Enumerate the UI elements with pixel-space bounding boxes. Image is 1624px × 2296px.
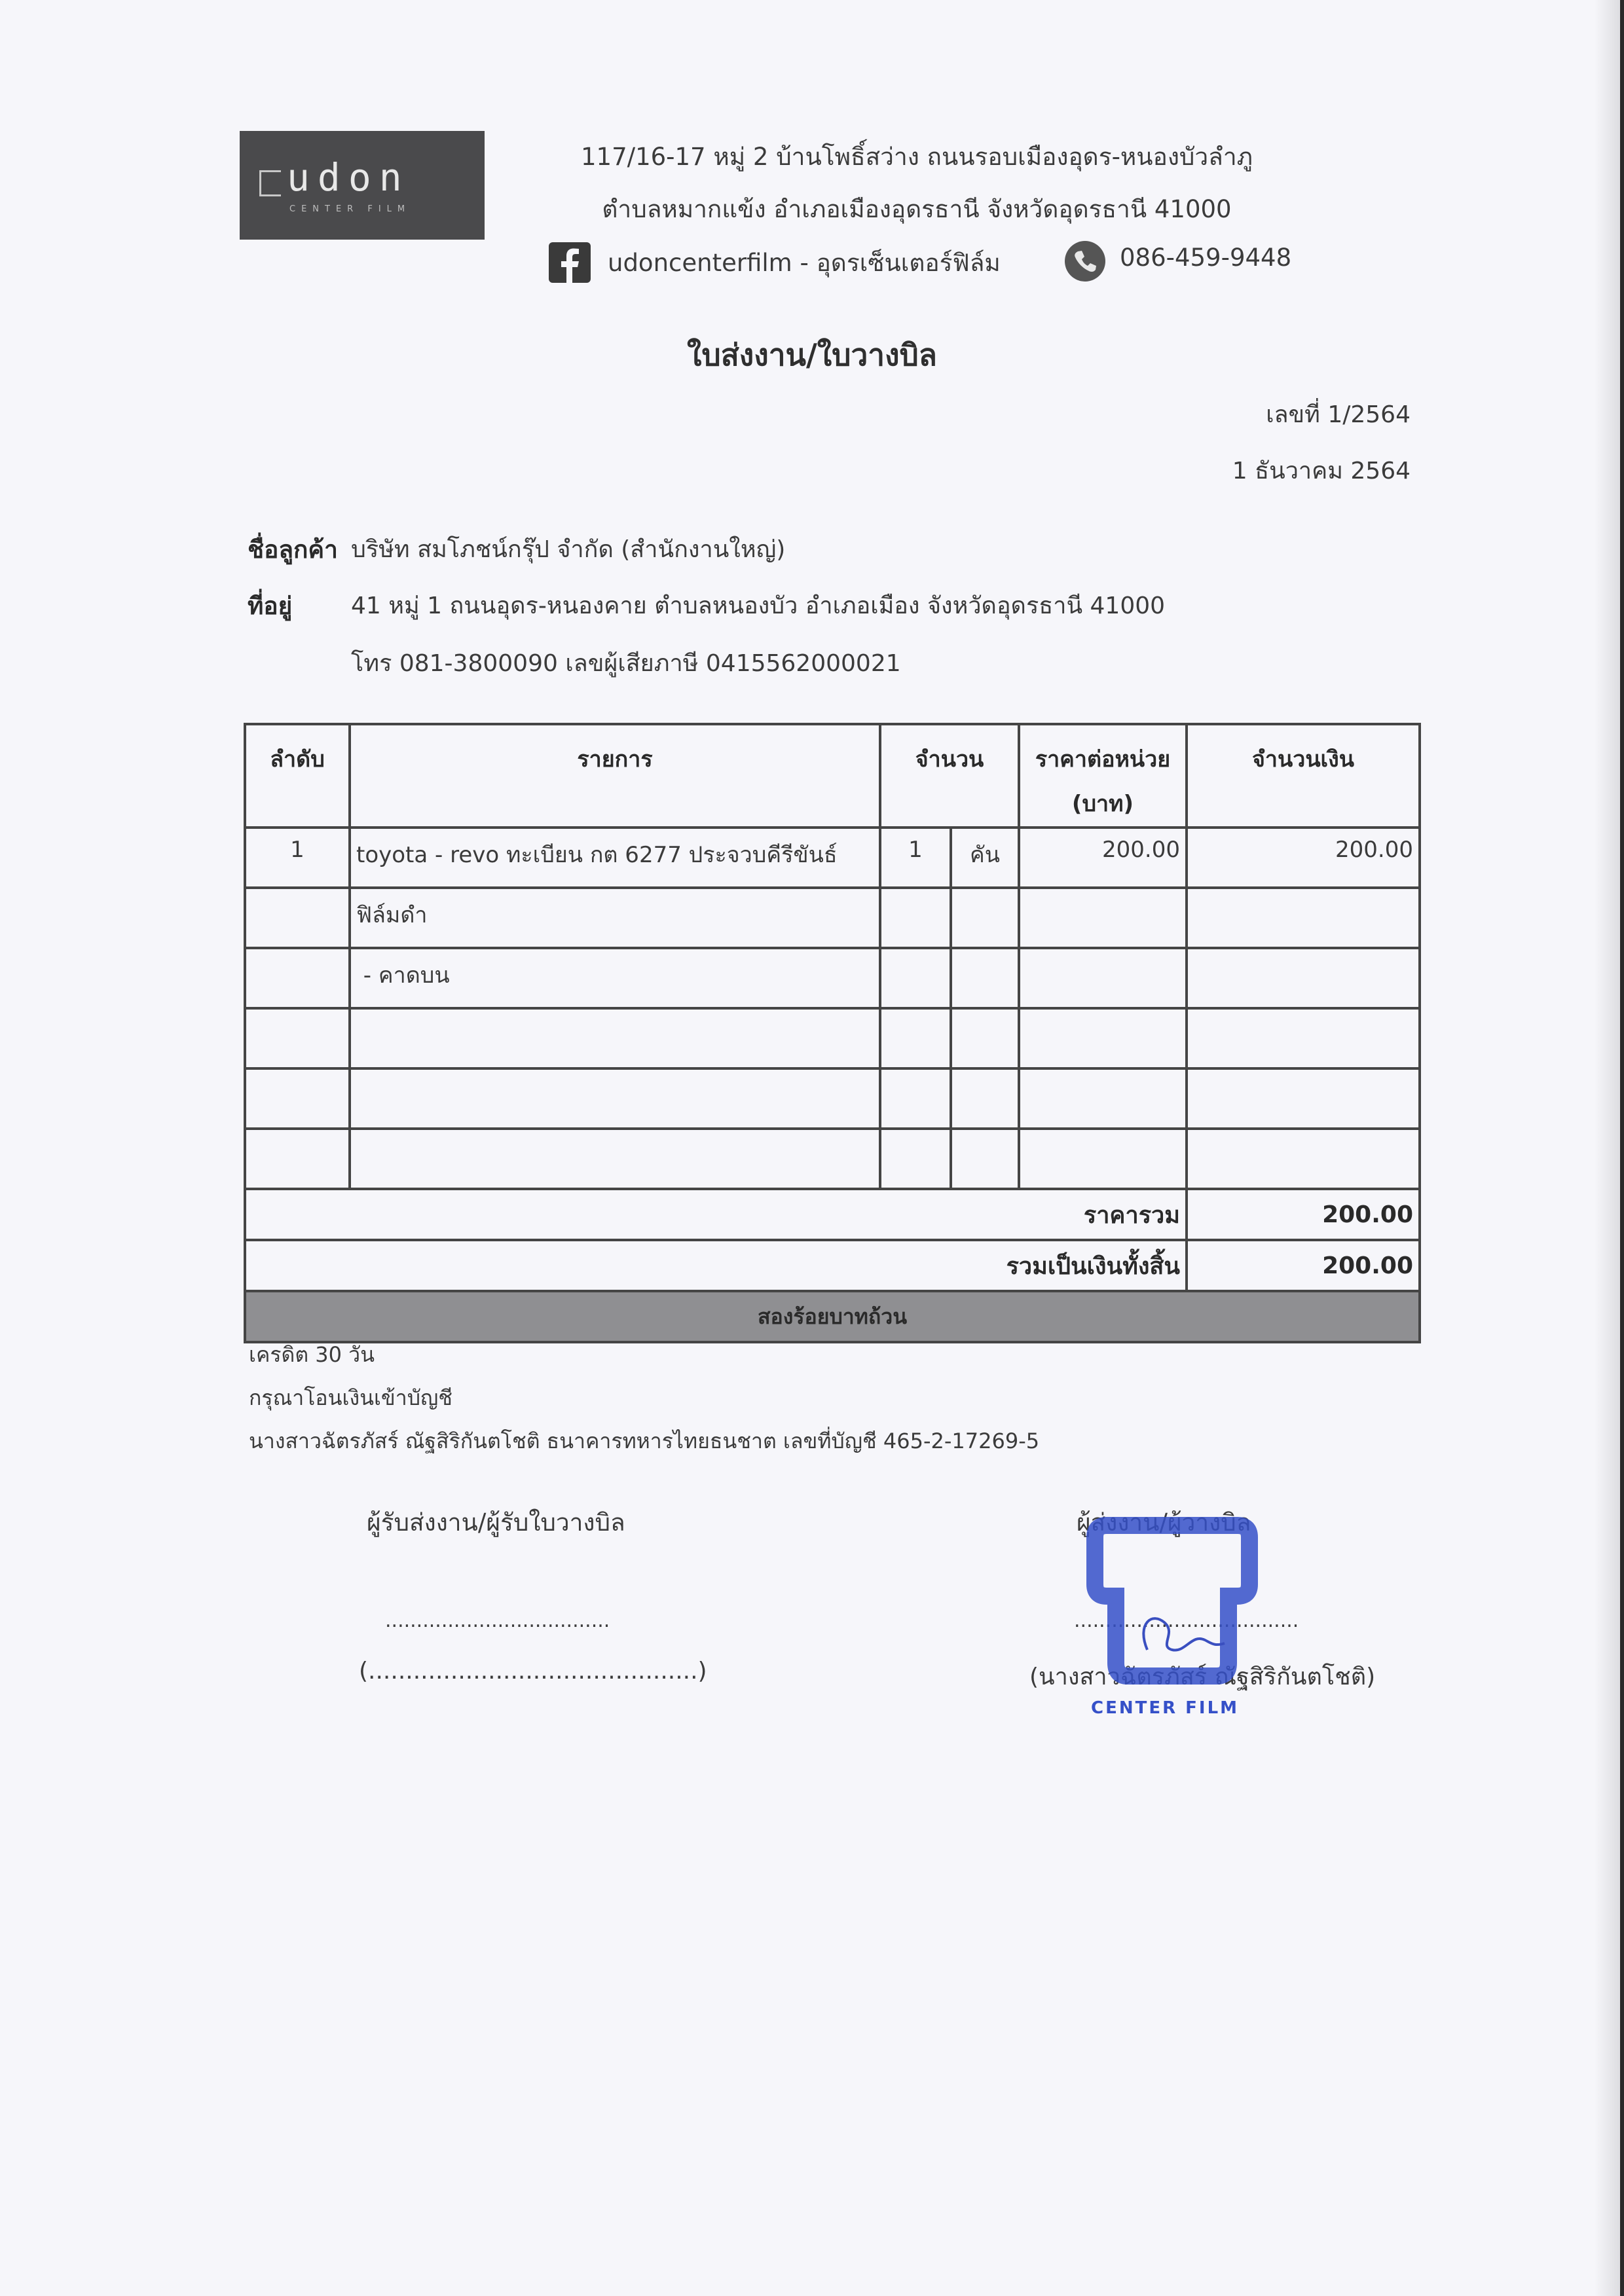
signature-scribble — [1143, 1618, 1225, 1650]
phone-number: 086-459-9448 — [1120, 244, 1292, 272]
row-item: ฟิล์มดำ — [350, 888, 880, 948]
table-row — [245, 888, 1420, 948]
company-address-line2: ตำบลหมากแข้ง อำเภอเมืองอุดรธานี จังหวัดอุดรธานี 41000 — [602, 195, 1232, 223]
row-price: 200.00 — [1019, 828, 1187, 888]
row-item: - คาดบน — [350, 948, 880, 1008]
table-row — [245, 1068, 1420, 1129]
stamp-frame — [1095, 1525, 1249, 1676]
transfer-instruction: กรุณาโอนเงินเข้าบัญชี — [249, 1385, 453, 1410]
logo-word: udon — [287, 155, 410, 200]
row-amount — [1187, 948, 1420, 1008]
row-qty — [880, 948, 951, 1008]
customer-name-label: ชื่อลูกค้า — [248, 536, 338, 564]
receiver-signature-line: .................................... — [385, 1609, 610, 1632]
row-no: 1 — [245, 828, 350, 888]
amount-words-row — [245, 1291, 1420, 1342]
page-shadow — [1594, 0, 1620, 2296]
header-qty: จำนวน — [880, 724, 1019, 828]
row-price — [1019, 948, 1187, 1008]
row-price — [1019, 1068, 1187, 1129]
row-no — [245, 1008, 350, 1068]
table-header-row — [245, 724, 1420, 828]
document-title: ใบส่งงาน/ใบวางบิล — [687, 337, 937, 373]
row-unit — [951, 948, 1019, 1008]
row-item — [350, 1008, 880, 1068]
company-stamp — [1074, 1512, 1270, 1728]
table-row — [245, 1129, 1420, 1189]
customer-address: 41 หมู่ 1 ถนนอุดร-หนองคาย ตำบลหนองบัว อำเภอเมือง จังหวัดอุดรธานี 41000 — [351, 592, 1166, 619]
row-no — [245, 1129, 350, 1189]
bank-account: นางสาวฉัตรภัสร์ ณัฐสิริกันตโชติ ธนาคารทหารไทยธนชาต เลขที่บัญชี 465-2-17269-5 — [249, 1429, 1040, 1453]
customer-name: บริษัท สมโภชน์กรุ๊ป จำกัด (สำนักงานใหญ่) — [351, 536, 786, 563]
logo-sub: CENTER FILM — [289, 204, 411, 214]
sender-name: (นางสาวฉัตรภัสร์ ณัฐสิริกันตโชติ) — [1029, 1664, 1376, 1690]
customer-contact: โทร 081-3800090 เลขผู้เสียภาษี 0415562000021 — [351, 650, 901, 677]
facebook-icon — [549, 242, 591, 283]
total-row — [245, 1240, 1420, 1291]
subtotal-label: ราคารวม — [245, 1189, 1187, 1240]
table-row — [245, 1008, 1420, 1068]
row-no — [245, 948, 350, 1008]
sender-signature-line: .................................... — [1074, 1609, 1299, 1632]
document-number: เลขที่ 1/2564 — [1266, 401, 1411, 428]
row-unit — [951, 1008, 1019, 1068]
document-date: 1 ธันวาคม 2564 — [1232, 458, 1411, 484]
row-price — [1019, 888, 1187, 948]
row-unit: คัน — [951, 828, 1019, 888]
row-item — [350, 1068, 880, 1129]
company-address-line1: 117/16-17 หมู่ 2 บ้านโพธิ์สว่าง ถนนรอบเมืองอุดร-หนองบัวลำภู — [580, 143, 1253, 171]
row-item: toyota - revo ทะเบียน กต 6277 ประจวบคีรีขันธ์ — [350, 828, 880, 888]
subtotal-row — [245, 1189, 1420, 1240]
header-amount: จำนวนเงิน — [1187, 724, 1420, 828]
logo-mark — [259, 170, 281, 196]
header-unit-price — [1019, 724, 1187, 828]
company-logo — [240, 131, 485, 240]
row-price — [1019, 1008, 1187, 1068]
row-price — [1019, 1129, 1187, 1189]
receiver-title: ผู้รับส่งงาน/ผู้รับใบวางบิล — [367, 1508, 625, 1537]
row-item — [350, 1129, 880, 1189]
page-edge — [1620, 0, 1624, 2296]
row-unit — [951, 1068, 1019, 1129]
receiver-name: (............................................) — [359, 1658, 707, 1685]
sender-title: ผู้ส่งงาน/ผู้วางบิล — [1077, 1508, 1251, 1537]
row-qty — [880, 1008, 951, 1068]
row-unit — [951, 1129, 1019, 1189]
amount-in-words: สองร้อยบาทถ้วน — [245, 1291, 1420, 1342]
row-amount — [1187, 1008, 1420, 1068]
table-row — [245, 828, 1420, 888]
row-no — [245, 888, 350, 948]
header-unit-price-line1: ราคาต่อหน่วย — [1035, 746, 1171, 773]
total-label: รวมเป็นเงินทั้งสิ้น — [245, 1240, 1187, 1291]
facebook-page: udoncenterfilm - อุดรเซ็นเตอร์ฟิล์ม — [608, 249, 1001, 277]
row-amount — [1187, 1068, 1420, 1129]
stamp-text: CENTER FILM — [1091, 1698, 1240, 1718]
items-table — [244, 723, 1421, 1343]
row-amount — [1187, 888, 1420, 948]
customer-address-label: ที่อยู่ — [248, 592, 293, 620]
phone-icon — [1065, 241, 1105, 282]
total-value: 200.00 — [1187, 1240, 1420, 1291]
row-qty — [880, 1129, 951, 1189]
header-unit-price-line2: (บาท) — [1071, 791, 1134, 817]
row-no — [245, 1068, 350, 1129]
header-item: รายการ — [350, 724, 880, 828]
row-amount: 200.00 — [1187, 828, 1420, 888]
table-row — [245, 948, 1420, 1008]
row-qty — [880, 1068, 951, 1129]
row-qty: 1 — [880, 828, 951, 888]
credit-terms: เครดิต 30 วัน — [249, 1342, 375, 1367]
row-unit — [951, 888, 1019, 948]
subtotal-value: 200.00 — [1187, 1189, 1420, 1240]
row-amount — [1187, 1129, 1420, 1189]
header-no: ลำดับ — [245, 724, 350, 828]
row-qty — [880, 888, 951, 948]
